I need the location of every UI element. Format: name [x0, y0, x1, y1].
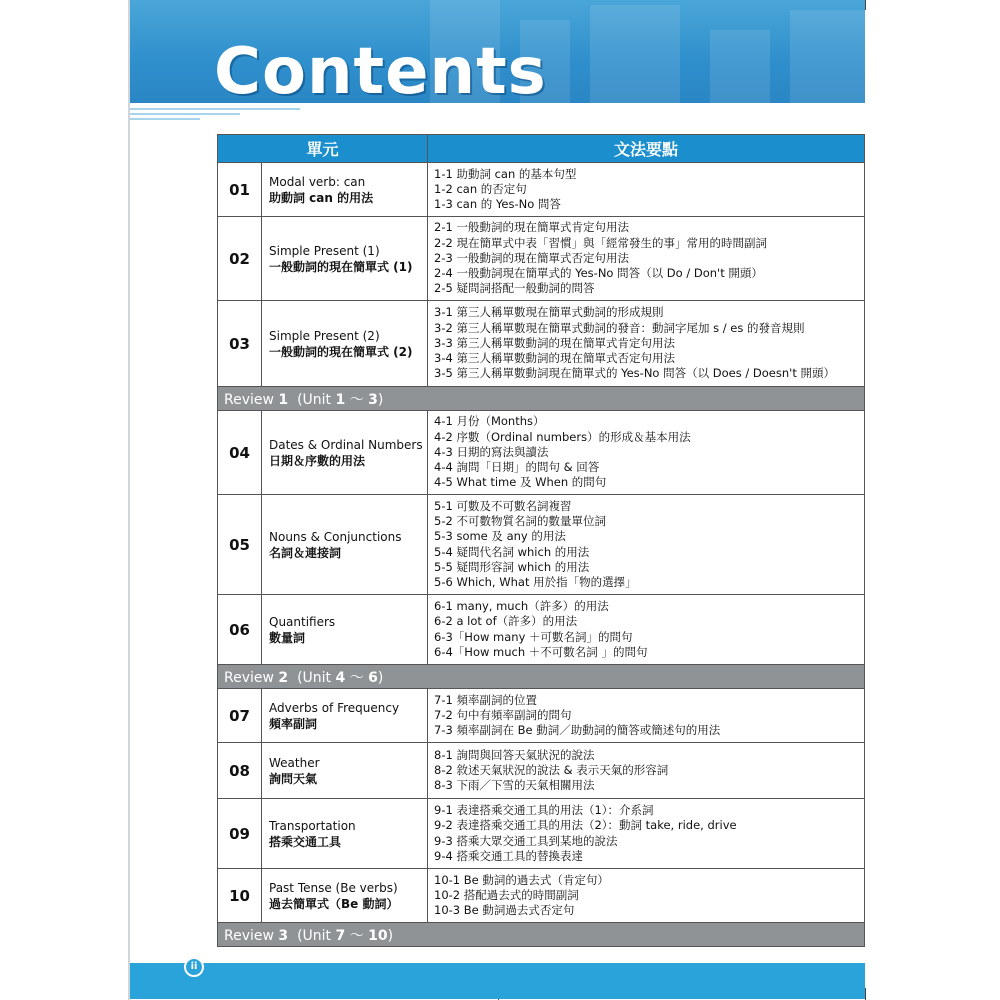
grammar-points: [428, 217, 865, 301]
unit-title-en: Weather: [269, 755, 320, 770]
grammar-point[interactable]: 7-2 句中有頻率副詞的問句: [434, 707, 572, 722]
unit-title-en: Modal verb: can: [269, 174, 366, 189]
grammar-point[interactable]: 4-3 日期的寫法與讀法: [434, 444, 549, 459]
grammar-point[interactable]: 7-1 頻率副詞的位置: [434, 692, 537, 707]
grammar-points: [428, 595, 865, 665]
grammar-point[interactable]: 10-3 Be 動詞過去式否定句: [434, 903, 575, 918]
unit-title-en: Adverbs of Frequency: [269, 700, 400, 715]
table-header-row: [218, 135, 865, 163]
grammar-point[interactable]: 9-4 搭乘交通工具的替換表達: [434, 848, 583, 863]
grammar-point[interactable]: 1-3 can 的 Yes-No 問答: [434, 197, 561, 212]
contents-table: [217, 134, 865, 947]
unit-number: 04: [218, 411, 262, 495]
review-row[interactable]: [218, 387, 865, 411]
unit-title-en: Transportation: [269, 818, 356, 833]
grammar-point[interactable]: 4-1 月份（Months）: [434, 414, 545, 429]
grammar-point[interactable]: 4-4 詢問「日期」的問句 & 回答: [434, 460, 600, 475]
grammar-points: [428, 743, 865, 799]
unit-title-en: Simple Present (2): [269, 328, 380, 343]
grammar-points: [428, 495, 865, 595]
unit-title: [262, 163, 428, 217]
grammar-point[interactable]: 9-1 表達搭乘交通工具的用法（1）：介系詞: [434, 802, 654, 817]
decor-stripe: [130, 108, 300, 110]
grammar-point[interactable]: 2-5 疑問詞搭配一般動詞的問答: [434, 281, 595, 296]
grammar-point[interactable]: 6-2 a lot of（許多）的用法: [434, 614, 578, 629]
unit-title-en: Dates & Ordinal Numbers: [269, 437, 423, 452]
page-number: ii: [184, 957, 204, 977]
unit-number: 02: [218, 217, 262, 301]
grammar-points: [428, 411, 865, 495]
review-row[interactable]: [218, 923, 865, 947]
crop-mark: [865, 0, 866, 10]
grammar-point[interactable]: 1-2 can 的否定句: [434, 181, 527, 196]
unit-row[interactable]: [218, 799, 865, 869]
unit-row[interactable]: [218, 743, 865, 799]
grammar-point[interactable]: 3-1 第三人稱單數現在簡單式動詞的形成規則: [434, 305, 664, 320]
unit-number: 06: [218, 595, 262, 665]
unit-title: [262, 495, 428, 595]
grammar-point[interactable]: 3-5 第三人稱單數動詞現在簡單式的 Yes-No 問答（以 Does / Doesn't 開頭）: [434, 366, 835, 381]
grammar-point[interactable]: 6-3「How many ＋可數名詞」的問句: [434, 629, 633, 644]
grammar-point[interactable]: 5-1 可數及不可數名詞複習: [434, 498, 572, 513]
unit-title: [262, 595, 428, 665]
grammar-point[interactable]: 6-4「How much ＋不可數名詞 」的問句: [434, 644, 648, 659]
unit-title-zh: 過去簡單式（Be 動詞）: [269, 896, 399, 911]
unit-title: [262, 799, 428, 869]
grammar-points: [428, 799, 865, 869]
grammar-points: [428, 163, 865, 217]
unit-title-en: Quantifiers: [269, 614, 336, 629]
footer-bar: [130, 963, 865, 999]
review-label: Review 2 (Unit 4 ～ 6): [218, 665, 865, 689]
grammar-point[interactable]: 3-4 第三人稱單數動詞的現在簡單式否定句用法: [434, 351, 675, 366]
unit-title: [262, 301, 428, 387]
review-label: Review 1 (Unit 1 ～ 3): [218, 387, 865, 411]
unit-title-en: Past Tense (Be verbs): [269, 880, 398, 895]
review-row[interactable]: [218, 665, 865, 689]
unit-title-zh: 數量詞: [269, 630, 306, 645]
grammar-point[interactable]: 5-2 不可數物質名詞的數量單位詞: [434, 513, 606, 528]
grammar-point[interactable]: 8-1 詢問與回答天氣狀況的說法: [434, 747, 595, 762]
grammar-points: [428, 301, 865, 387]
grammar-point[interactable]: 2-1 一般動詞的現在簡單式肯定句用法: [434, 220, 629, 235]
unit-number: 01: [218, 163, 262, 217]
unit-title-en: Simple Present (1): [269, 243, 380, 258]
grammar-point[interactable]: 4-2 序數（Ordinal numbers）的形成＆基本用法: [434, 429, 691, 444]
review-label: Review 3 (Unit 7 ～ 10): [218, 923, 865, 947]
unit-row[interactable]: [218, 595, 865, 665]
grammar-point[interactable]: 1-1 助動詞 can 的基本句型: [434, 166, 577, 181]
unit-number: 08: [218, 743, 262, 799]
unit-title-en: Nouns & Conjunctions: [269, 529, 402, 544]
grammar-point[interactable]: 10-2 搭配過去式的時間副詞: [434, 887, 579, 902]
grammar-points: [428, 689, 865, 743]
unit-number: 07: [218, 689, 262, 743]
unit-number: 09: [218, 799, 262, 869]
unit-row[interactable]: [218, 411, 865, 495]
grammar-point[interactable]: 8-3 下雨／下雪的天氣相關用法: [434, 778, 595, 793]
unit-row[interactable]: [218, 217, 865, 301]
crop-mark: [865, 988, 866, 1000]
unit-column-header: 單元: [218, 135, 428, 163]
grammar-point[interactable]: 2-2 現在簡單式中表「習慣」與「經常發生的事」常用的時間副詞: [434, 235, 767, 250]
grammar-point[interactable]: 9-3 搭乘大眾交通工具到某地的說法: [434, 833, 618, 848]
unit-title: [262, 869, 428, 923]
decor-stripe: [130, 113, 240, 115]
grammar-points: [428, 869, 865, 923]
unit-title-zh: 詢問天氣: [269, 771, 318, 786]
unit-title: [262, 411, 428, 495]
unit-row[interactable]: [218, 495, 865, 595]
grammar-point[interactable]: 4-5 What time 及 When 的問句: [434, 475, 607, 490]
unit-title: [262, 743, 428, 799]
grammar-point[interactable]: 2-4 一般動詞現在簡單式的 Yes-No 問答（以 Do / Don't 開頭）: [434, 266, 763, 281]
unit-row[interactable]: [218, 689, 865, 743]
grammar-point[interactable]: 10-1 Be 動詞的過去式（肯定句）: [434, 872, 609, 887]
grammar-point[interactable]: 5-5 疑問形容詞 which 的用法: [434, 559, 590, 574]
header-banner: [130, 0, 865, 103]
unit-title: [262, 689, 428, 743]
grammar-point[interactable]: 5-6 Which, What 用於指「物的選擇」: [434, 575, 637, 590]
grammar-point[interactable]: 8-2 敘述天氣狀況的說法 & 表示天氣的形容詞: [434, 762, 669, 777]
unit-title-zh: 日期＆序數的用法: [269, 453, 366, 468]
unit-row[interactable]: [218, 163, 865, 217]
grammar-point[interactable]: 3-2 第三人稱單數現在簡單式動詞的發音：動詞字尾加 s / es 的發音規則: [434, 320, 805, 335]
grammar-column-header: 文法要點: [428, 135, 865, 163]
unit-title-zh: 搭乘交通工具: [269, 834, 342, 849]
unit-title: [262, 217, 428, 301]
unit-number: 10: [218, 869, 262, 923]
unit-title-zh: 頻率副詞: [269, 716, 318, 731]
grammar-point[interactable]: 9-2 表達搭乘交通工具的用法（2）：動詞 take, ride, drive: [434, 818, 737, 833]
grammar-point[interactable]: 6-1 many, much（許多）的用法: [434, 598, 609, 613]
unit-title-zh: 一般動詞的現在簡單式 (1): [269, 259, 413, 274]
decor-stripe: [130, 118, 200, 120]
grammar-point[interactable]: 3-3 第三人稱單數動詞的現在簡單式肯定句用法: [434, 335, 675, 350]
unit-number: 05: [218, 495, 262, 595]
grammar-point[interactable]: 7-3 頻率副詞在 Be 動詞／助動詞的簡答或簡述句的用法: [434, 723, 721, 738]
grammar-point[interactable]: 2-3 一般動詞的現在簡單式否定句用法: [434, 250, 629, 265]
unit-row[interactable]: [218, 301, 865, 387]
page-edge: [128, 0, 130, 1000]
unit-title-zh: 一般動詞的現在簡單式 (2): [269, 344, 413, 359]
grammar-point[interactable]: 5-4 疑問代名詞 which 的用法: [434, 544, 590, 559]
page-title: Contents: [214, 35, 547, 103]
grammar-point[interactable]: 5-3 some 及 any 的用法: [434, 529, 566, 544]
unit-title-zh: 名詞＆連接詞: [269, 545, 342, 560]
unit-row[interactable]: [218, 869, 865, 923]
unit-number: 03: [218, 301, 262, 387]
unit-title-zh: 助動詞 can 的用法: [269, 190, 374, 205]
